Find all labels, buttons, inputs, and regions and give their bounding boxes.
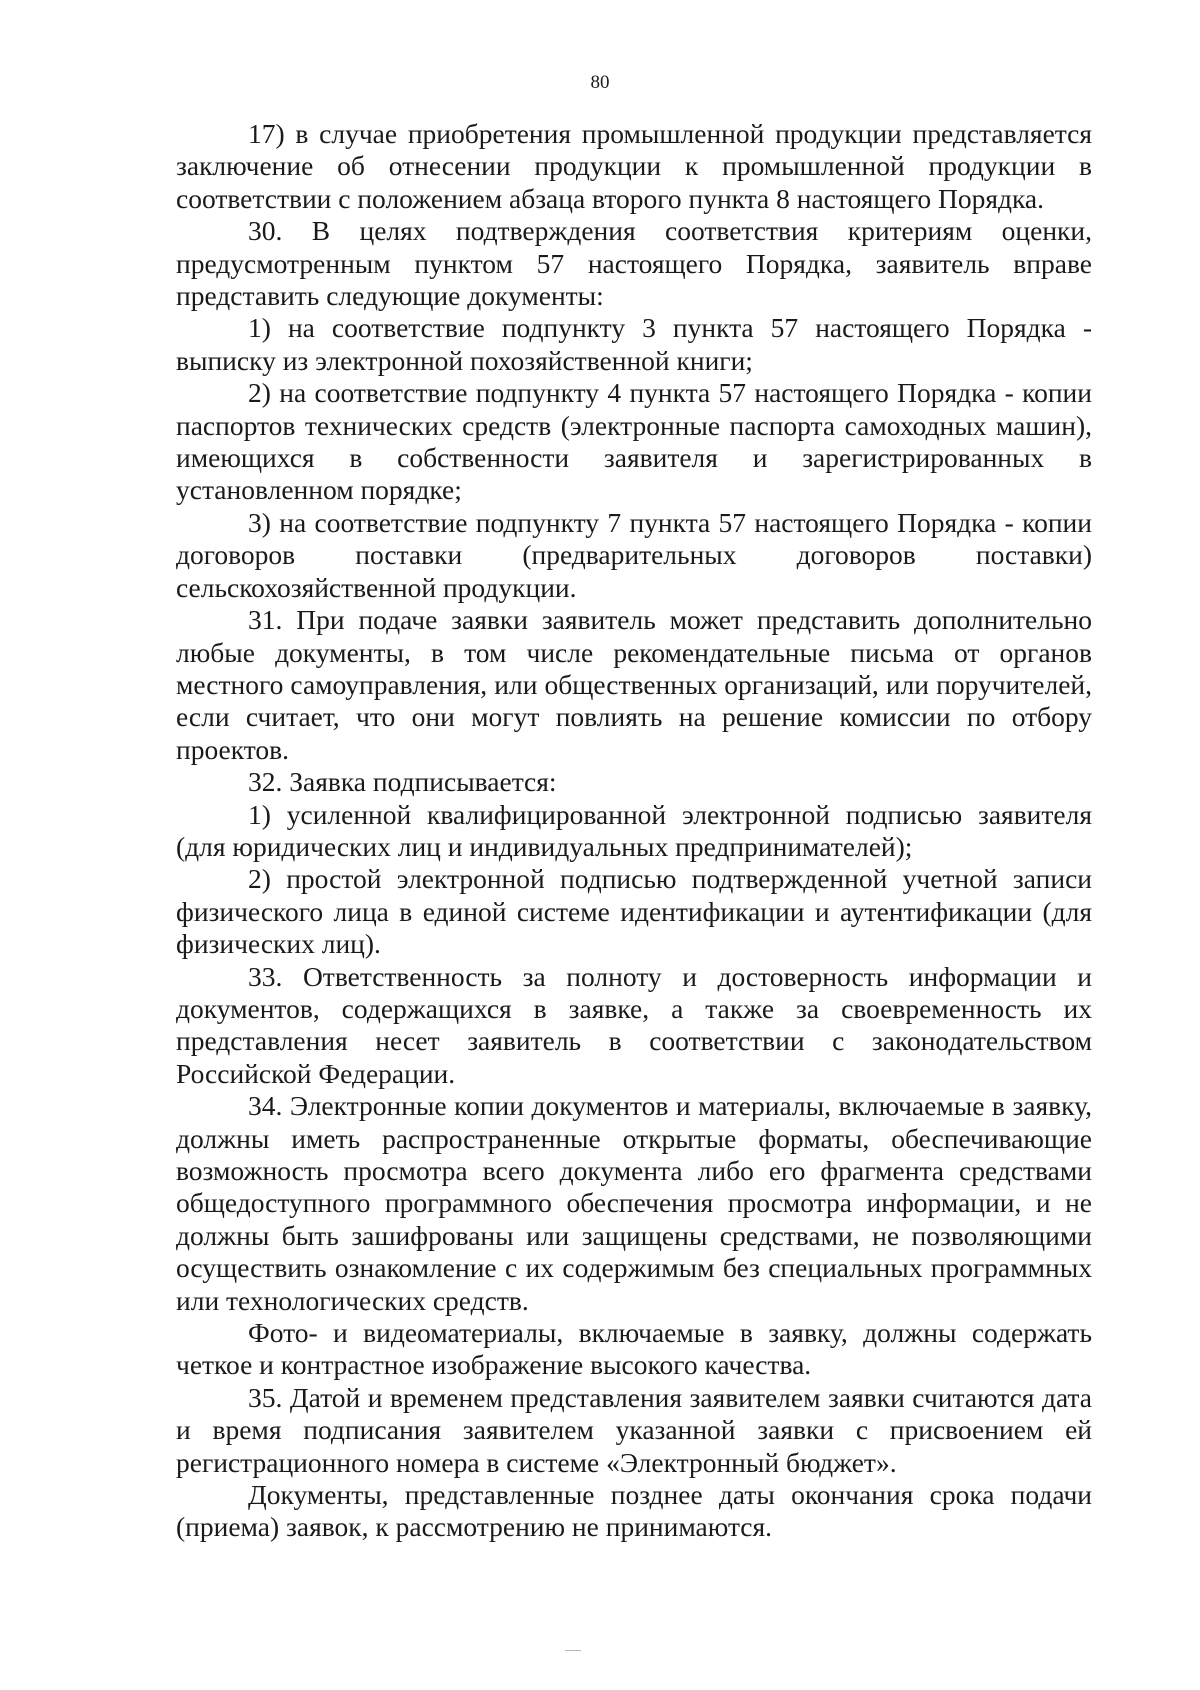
scan-artifact (565, 1650, 581, 1651)
paragraph-30-item-3: 3) на соответствие подпункту 7 пункта 57 настоящего Порядка - копии договоров поставки (предварительных договоров поставки) сельскохозяйственной продукции. (176, 506, 1092, 603)
paragraph-32-item-1: 1) усиленной квалифицированной электронной подписью заявителя (для юридических лиц и индивидуальных предпринимателей); (176, 798, 1092, 862)
paragraph-32-item-2: 2) простой электронной подписью подтвержденной учетной записи физического лица в единой системе идентификации и аутентификации (для физических лиц). (176, 863, 1092, 960)
paragraph-35: 35. Датой и временем представления заявителем заявки считаются дата и время подписания заявителем указанной заявки с присвоением ей регистрационного номера в системе «Электронный бюджет». (176, 1381, 1092, 1478)
paragraph-30-item-1: 1) на соответствие подпункту 3 пункта 57 настоящего Порядка - выписку из электронной похозяйственной книги; (176, 312, 1092, 376)
paragraph-item-17: 17) в случае приобретения промышленной продукции представляется заключение об отнесении продукции к промышленной продукции в соответствии с положением абзаца второго пункта 8 настоящего Порядка. (176, 118, 1092, 214)
paragraph-30-item-2: 2) на соответствие подпункту 4 пункта 57 настоящего Порядка - копии паспортов технических средств (электронные паспорта самоходных машин), имеющихся в собственности заявителя и зарегистрированных в установленном порядке; (176, 377, 1092, 506)
paragraph-34: 34. Электронные копии документов и материалы, включаемые в заявку, должны иметь распространенные открытые форматы, обеспечивающие возможность просмотра всего документа либо его фрагмента средствами общедоступного программного обеспечения просмотра информации, и не должны быть зашифрованы или защищены средствами, не позволяющими осуществить ознакомление с их содержимым без специальных программных или технологических средств. (176, 1090, 1092, 1316)
paragraph-34-media: Фото- и видеоматериалы, включаемые в заявку, должны содержать четкое и контрастное изображение высокого качества. (176, 1317, 1092, 1381)
paragraph-33: 33. Ответственность за полноту и достоверность информации и документов, содержащихся в заявке, а также за своевременность их представления несет заявитель в соответствии с законодательством Российской Федерации. (176, 960, 1092, 1089)
paragraph-30: 30. В целях подтверждения соответствия критериям оценки, предусмотренным пунктом 57 настоящего Порядка, заявитель вправе представить следующие документы: (176, 215, 1092, 312)
document-body (176, 118, 1092, 1544)
page-number: 80 (590, 72, 610, 93)
paragraph-31: 31. При подаче заявки заявитель может представить дополнительно любые документы, в том числе рекомендательные письма от органов местного самоуправления, или общественных организаций, или поручителей, если считает, что они могут повлиять на решение комиссии по отбору проектов. (176, 604, 1092, 765)
paragraph-32: 32. Заявка подписывается: (248, 766, 557, 798)
paragraph-35-late-documents: Документы, представленные позднее даты окончания срока подачи (приема) заявок, к рассмотрению не принимаются. (176, 1479, 1092, 1543)
